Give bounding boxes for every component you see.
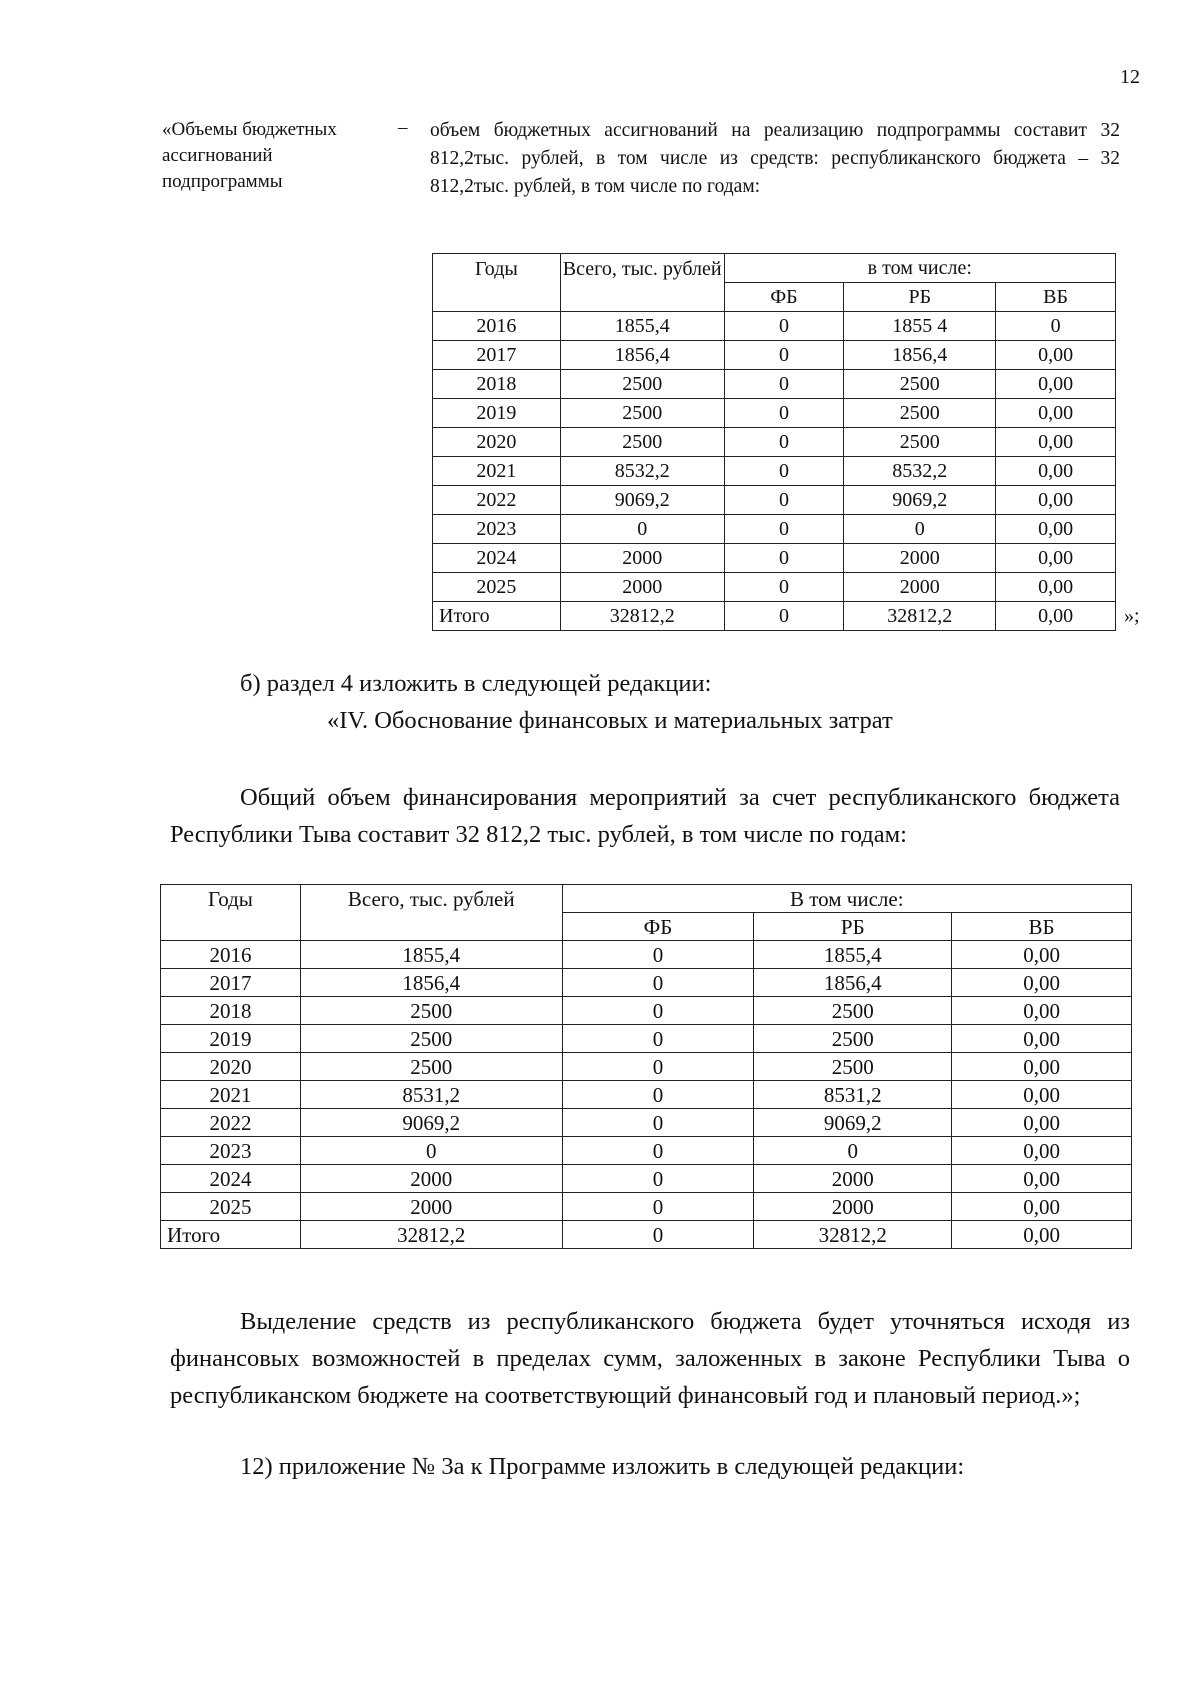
table2-cell-year: Итого (161, 1221, 301, 1249)
table2-header-total: Всего, тыс. рублей (300, 885, 562, 941)
table2-cell-total: 8531,2 (300, 1081, 562, 1109)
table1-cell-vb: 0,00 (996, 428, 1116, 457)
table2-cell-rb: 8531,2 (754, 1081, 952, 1109)
budget-table-subprogram (432, 253, 1116, 631)
table1-cell-fb: 0 (724, 602, 844, 631)
table1-cell-total: 1856,4 (560, 341, 724, 370)
table2-cell-fb: 0 (562, 1081, 754, 1109)
table1-cell-fb: 0 (724, 544, 844, 573)
table1-cell-vb: 0,00 (996, 486, 1116, 515)
table2-cell-fb: 0 (562, 1165, 754, 1193)
table1-cell-vb: 0,00 (996, 399, 1116, 428)
table2-cell-rb: 1855,4 (754, 941, 952, 969)
table2-header-fb: ФБ (562, 913, 754, 941)
table1-header-including: в том числе: (724, 254, 1115, 283)
table2-cell-total: 1855,4 (300, 941, 562, 969)
table2-row (161, 1221, 1132, 1249)
table2-cell-year: 2017 (161, 969, 301, 997)
table1-row (433, 515, 1116, 544)
table2-cell-fb: 0 (562, 1053, 754, 1081)
table2-cell-vb: 0,00 (952, 1221, 1132, 1249)
table2-cell-vb: 0,00 (952, 997, 1132, 1025)
table1-cell-rb: 0 (844, 515, 996, 544)
table1-cell-vb: 0,00 (996, 457, 1116, 486)
table1-cell-rb: 1856,4 (844, 341, 996, 370)
table1-cell-total: 2500 (560, 370, 724, 399)
table1-row (433, 602, 1116, 631)
table1-cell-total: 1855,4 (560, 312, 724, 341)
table2-cell-fb: 0 (562, 969, 754, 997)
table1-cell-year: 2024 (433, 544, 561, 573)
table1-cell-total: 2000 (560, 544, 724, 573)
table2-cell-year: 2018 (161, 997, 301, 1025)
table2-cell-year: 2023 (161, 1137, 301, 1165)
table2-cell-year: 2016 (161, 941, 301, 969)
table1-cell-fb: 0 (724, 399, 844, 428)
table2-cell-year: 2022 (161, 1109, 301, 1137)
table1-cell-year: 2019 (433, 399, 561, 428)
table2-row (161, 1053, 1132, 1081)
table1-row (433, 312, 1116, 341)
table1-header-fb: ФБ (724, 283, 844, 312)
table1-cell-fb: 0 (724, 515, 844, 544)
table1-cell-rb: 2000 (844, 573, 996, 602)
table2-row (161, 997, 1132, 1025)
table2-header-including: В том числе: (562, 885, 1131, 913)
table1-cell-total: 2500 (560, 399, 724, 428)
table1-cell-total: 8532,2 (560, 457, 724, 486)
table2-cell-vb: 0,00 (952, 1193, 1132, 1221)
table1-cell-year: 2022 (433, 486, 561, 515)
table1-cell-fb: 0 (724, 370, 844, 399)
table2-cell-year: 2021 (161, 1081, 301, 1109)
table1-cell-fb: 0 (724, 457, 844, 486)
table1-row (433, 573, 1116, 602)
table1-cell-year: 2016 (433, 312, 561, 341)
table2-cell-total: 2000 (300, 1165, 562, 1193)
paragraph-final: Выделение средств из республиканского бюджета будет уточняться исходя из финансовых возможностей в пределах сумм, заложенных в законе Республики Тыва о республиканском бюджете на соответствующий финансовый год и плановый период.»; (170, 1308, 1130, 1409)
table1-cell-year: 2023 (433, 515, 561, 544)
table2-row (161, 969, 1132, 997)
table2-cell-total: 2500 (300, 1025, 562, 1053)
table2-cell-rb: 2000 (754, 1165, 952, 1193)
table2-cell-rb: 2500 (754, 1025, 952, 1053)
table2-cell-vb: 0,00 (952, 1165, 1132, 1193)
table1-cell-rb: 2500 (844, 399, 996, 428)
table1-cell-rb: 32812,2 (844, 602, 996, 631)
table1-row (433, 399, 1116, 428)
table1-cell-rb: 2500 (844, 370, 996, 399)
passport-label: «Объемы бюджетных ассигнований подпрограммы (162, 119, 337, 192)
table2-cell-total: 2000 (300, 1193, 562, 1221)
table2-cell-vb: 0,00 (952, 1081, 1132, 1109)
table2-header-rb: РБ (754, 913, 952, 941)
table1-row (433, 370, 1116, 399)
table1-row (433, 457, 1116, 486)
table1-cell-vb: 0,00 (996, 515, 1116, 544)
table1-row (433, 428, 1116, 457)
table1-cell-total: 2000 (560, 573, 724, 602)
table2-cell-total: 2500 (300, 997, 562, 1025)
table2-cell-total: 0 (300, 1137, 562, 1165)
table2-row (161, 1193, 1132, 1221)
table2-row (161, 1081, 1132, 1109)
table2-row (161, 1165, 1132, 1193)
table1-cell-vb: 0 (996, 312, 1116, 341)
table1-row (433, 544, 1116, 573)
table1-cell-rb: 2500 (844, 428, 996, 457)
paragraph-general: Общий объем финансирования мероприятий за счет республиканского бюджета Республики Тыва составит 32 812,2 тыс. рублей, в том числе по годам: (170, 784, 1120, 848)
table1-cell-vb: 0,00 (996, 602, 1116, 631)
table2-cell-year: 2020 (161, 1053, 301, 1081)
table1-header-total: Всего, тыс. рублей (560, 254, 724, 312)
passport-text: объем бюджетных ассигнований на реализацию подпрограммы составит 32 812,2тыс. рублей, в том числе из средств: республиканского бюджета – 32 812,2тыс. рублей, в том числе по годам: (430, 120, 1120, 197)
table1-cell-year: 2018 (433, 370, 561, 399)
table2-cell-year: 2024 (161, 1165, 301, 1193)
table1-cell-fb: 0 (724, 312, 844, 341)
table2-cell-fb: 0 (562, 1137, 754, 1165)
table2-cell-total: 1856,4 (300, 969, 562, 997)
table1-closing-quote: »; (1124, 605, 1140, 627)
table2-cell-total: 32812,2 (300, 1221, 562, 1249)
table1-cell-vb: 0,00 (996, 573, 1116, 602)
table2-cell-fb: 0 (562, 941, 754, 969)
table1-cell-year: 2025 (433, 573, 561, 602)
table1-cell-year: 2021 (433, 457, 561, 486)
table2-cell-rb: 2500 (754, 997, 952, 1025)
table1-cell-year: 2020 (433, 428, 561, 457)
table1-cell-fb: 0 (724, 486, 844, 515)
paragraph-12: 12) приложение № 3а к Программе изложить в следующей редакции: (240, 1453, 965, 1480)
table2-cell-vb: 0,00 (952, 1025, 1132, 1053)
table2-cell-fb: 0 (562, 1221, 754, 1249)
table2-row (161, 1137, 1132, 1165)
table1-cell-rb: 2000 (844, 544, 996, 573)
table1-cell-vb: 0,00 (996, 370, 1116, 399)
table1-header-vb: ВБ (996, 283, 1116, 312)
table1-cell-rb: 8532,2 (844, 457, 996, 486)
table1-cell-total: 9069,2 (560, 486, 724, 515)
passport-dash: – (398, 117, 408, 138)
section-title: «IV. Обоснование финансовых и материальных затрат (327, 707, 893, 734)
table2-cell-rb: 2500 (754, 1053, 952, 1081)
table1-cell-vb: 0,00 (996, 341, 1116, 370)
paragraph-b: б) раздел 4 изложить в следующей редакции: (240, 670, 712, 697)
table1-cell-total: 32812,2 (560, 602, 724, 631)
table2-cell-vb: 0,00 (952, 941, 1132, 969)
table1-cell-year: Итого (433, 602, 561, 631)
table2-header-years: Годы (161, 885, 301, 941)
table2-cell-rb: 1856,4 (754, 969, 952, 997)
table1-header-rb: РБ (844, 283, 996, 312)
table2-cell-rb: 0 (754, 1137, 952, 1165)
table1-cell-total: 2500 (560, 428, 724, 457)
table1-cell-fb: 0 (724, 428, 844, 457)
table1-cell-rb: 1855 4 (844, 312, 996, 341)
table1-cell-rb: 9069,2 (844, 486, 996, 515)
table2-cell-vb: 0,00 (952, 1053, 1132, 1081)
table2-cell-fb: 0 (562, 1025, 754, 1053)
table2-cell-fb: 0 (562, 1193, 754, 1221)
table2-cell-fb: 0 (562, 1109, 754, 1137)
table2-cell-total: 9069,2 (300, 1109, 562, 1137)
table1-cell-fb: 0 (724, 573, 844, 602)
table2-cell-year: 2025 (161, 1193, 301, 1221)
table2-cell-rb: 9069,2 (754, 1109, 952, 1137)
table1-cell-vb: 0,00 (996, 544, 1116, 573)
table2-cell-vb: 0,00 (952, 969, 1132, 997)
table2-header-vb: ВБ (952, 913, 1132, 941)
table2-row (161, 1025, 1132, 1053)
table2-cell-total: 2500 (300, 1053, 562, 1081)
table2-row (161, 941, 1132, 969)
table2-cell-rb: 32812,2 (754, 1221, 952, 1249)
table1-cell-total: 0 (560, 515, 724, 544)
table1-cell-year: 2017 (433, 341, 561, 370)
table1-row (433, 486, 1116, 515)
table2-cell-rb: 2000 (754, 1193, 952, 1221)
table2-cell-vb: 0,00 (952, 1109, 1132, 1137)
table2-cell-vb: 0,00 (952, 1137, 1132, 1165)
budget-table-section-iv (160, 884, 1132, 1249)
table1-row (433, 341, 1116, 370)
table2-cell-year: 2019 (161, 1025, 301, 1053)
table1-header-years: Годы (433, 254, 561, 312)
table2-row (161, 1109, 1132, 1137)
page-number: 12 (1120, 66, 1140, 88)
table1-cell-fb: 0 (724, 341, 844, 370)
table2-cell-fb: 0 (562, 997, 754, 1025)
